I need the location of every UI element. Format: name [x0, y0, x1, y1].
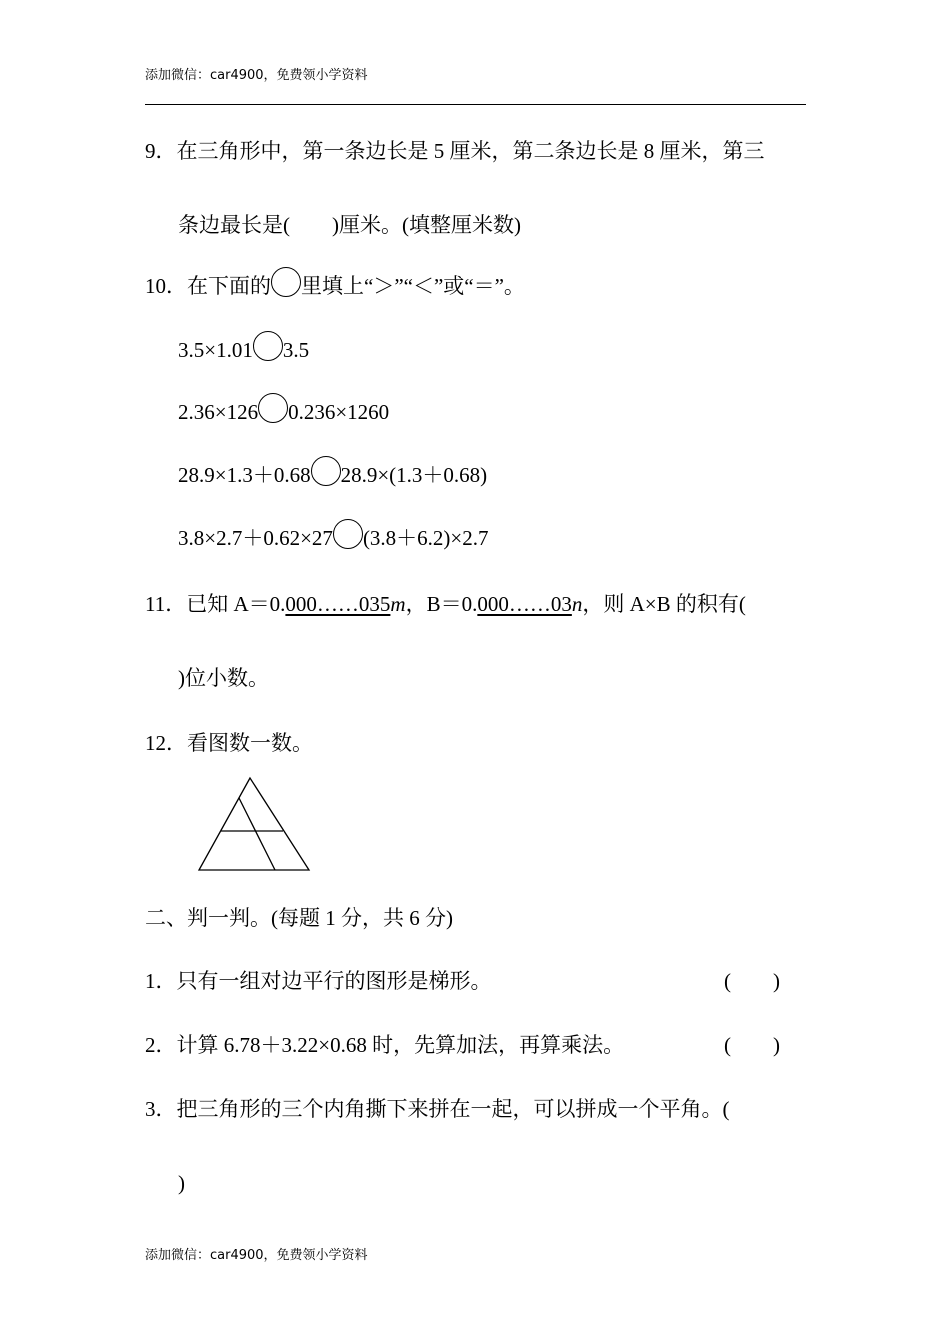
judge-text: 只有一组对边平行的图形是梯形。 — [176, 969, 492, 993]
answer-parentheses[interactable]: ( ) — [724, 1033, 780, 1057]
footer-text: 添加微信：car4900，免费领小学资料 — [145, 1248, 368, 1263]
judge-text: 计算 6.78＋3.22×0.68 时，先算加法，再算乘法。 — [176, 1033, 625, 1057]
question-9-number: 9． — [145, 139, 177, 163]
header-text: 添加微信：car4900，免费领小学资料 — [145, 68, 368, 83]
question-12 — [145, 729, 313, 757]
compare-item — [178, 524, 489, 552]
variable-m: m — [390, 592, 406, 616]
question-11-line1 — [145, 590, 746, 618]
question-11-text-b: ，B＝0. — [405, 592, 478, 616]
question-9-line2 — [178, 211, 521, 239]
compare-right: 3.5 — [282, 338, 310, 362]
question-10-intro — [145, 272, 525, 300]
judge-item-1 — [145, 967, 492, 995]
question-9-line1 — [145, 137, 765, 165]
compare-circle[interactable] — [253, 331, 283, 361]
compare-right: 28.9×(1.3＋0.68) — [340, 463, 488, 487]
question-10-number: 10． — [145, 274, 187, 298]
underlined-digits-a: 000……035 — [285, 592, 391, 616]
compare-item — [178, 336, 309, 364]
judge-item-3-line2: ) — [178, 1171, 185, 1195]
underlined-digits-b: 000……03 — [477, 592, 572, 616]
answer-parentheses[interactable]: ( ) — [724, 969, 780, 993]
judge-number: 2． — [145, 1033, 177, 1057]
question-9-text-b: )厘米。(填整厘米数) — [332, 213, 521, 237]
header-rule — [145, 104, 806, 105]
question-10-text-a: 在下面的 — [187, 274, 271, 298]
circle-icon — [271, 267, 301, 297]
compare-circle[interactable] — [311, 456, 341, 486]
compare-left: 3.8×2.7＋0.62×27 — [178, 526, 333, 550]
question-11-text-tail: ，则 A×B 的积有( — [582, 592, 746, 616]
compare-left: 3.5×1.01 — [178, 338, 253, 362]
compare-left: 28.9×1.3＋0.68 — [178, 463, 311, 487]
judge-item-2 — [145, 1031, 624, 1059]
question-11-number: 11． — [145, 592, 187, 616]
question-10-text-b: 里填上“＞”“＜”或“＝”。 — [301, 274, 525, 298]
question-9-text-a: 条边最长是( — [178, 213, 290, 237]
compare-item — [178, 461, 487, 489]
compare-item — [178, 398, 389, 426]
variable-n: n — [571, 592, 583, 616]
compare-circle[interactable] — [333, 519, 363, 549]
compare-circle[interactable] — [258, 393, 288, 423]
compare-left: 2.36×126 — [178, 400, 259, 424]
judge-text: 把三角形的三个内角撕下来拼在一起，可以拼成一个平角。( — [176, 1097, 730, 1121]
compare-right: (3.8＋6.2)×2.7 — [362, 526, 489, 550]
question-12-number: 12． — [145, 731, 187, 755]
judge-number: 1． — [145, 969, 177, 993]
triangle-figure — [195, 774, 315, 874]
compare-right: 0.236×1260 — [288, 400, 390, 424]
judge-number: 3． — [145, 1097, 177, 1121]
judge-item-3 — [145, 1095, 730, 1123]
question-11-text-a: 已知 A＝0. — [186, 592, 286, 616]
question-11-line2: )位小数。 — [178, 666, 269, 690]
section-2-title: 二、判一判。(每题 1 分，共 6 分) — [145, 906, 453, 930]
question-9-text: 在三角形中，第一条边长是 5 厘米，第二条边长是 8 厘米，第三 — [176, 139, 765, 163]
question-12-text: 看图数一数。 — [187, 731, 313, 755]
